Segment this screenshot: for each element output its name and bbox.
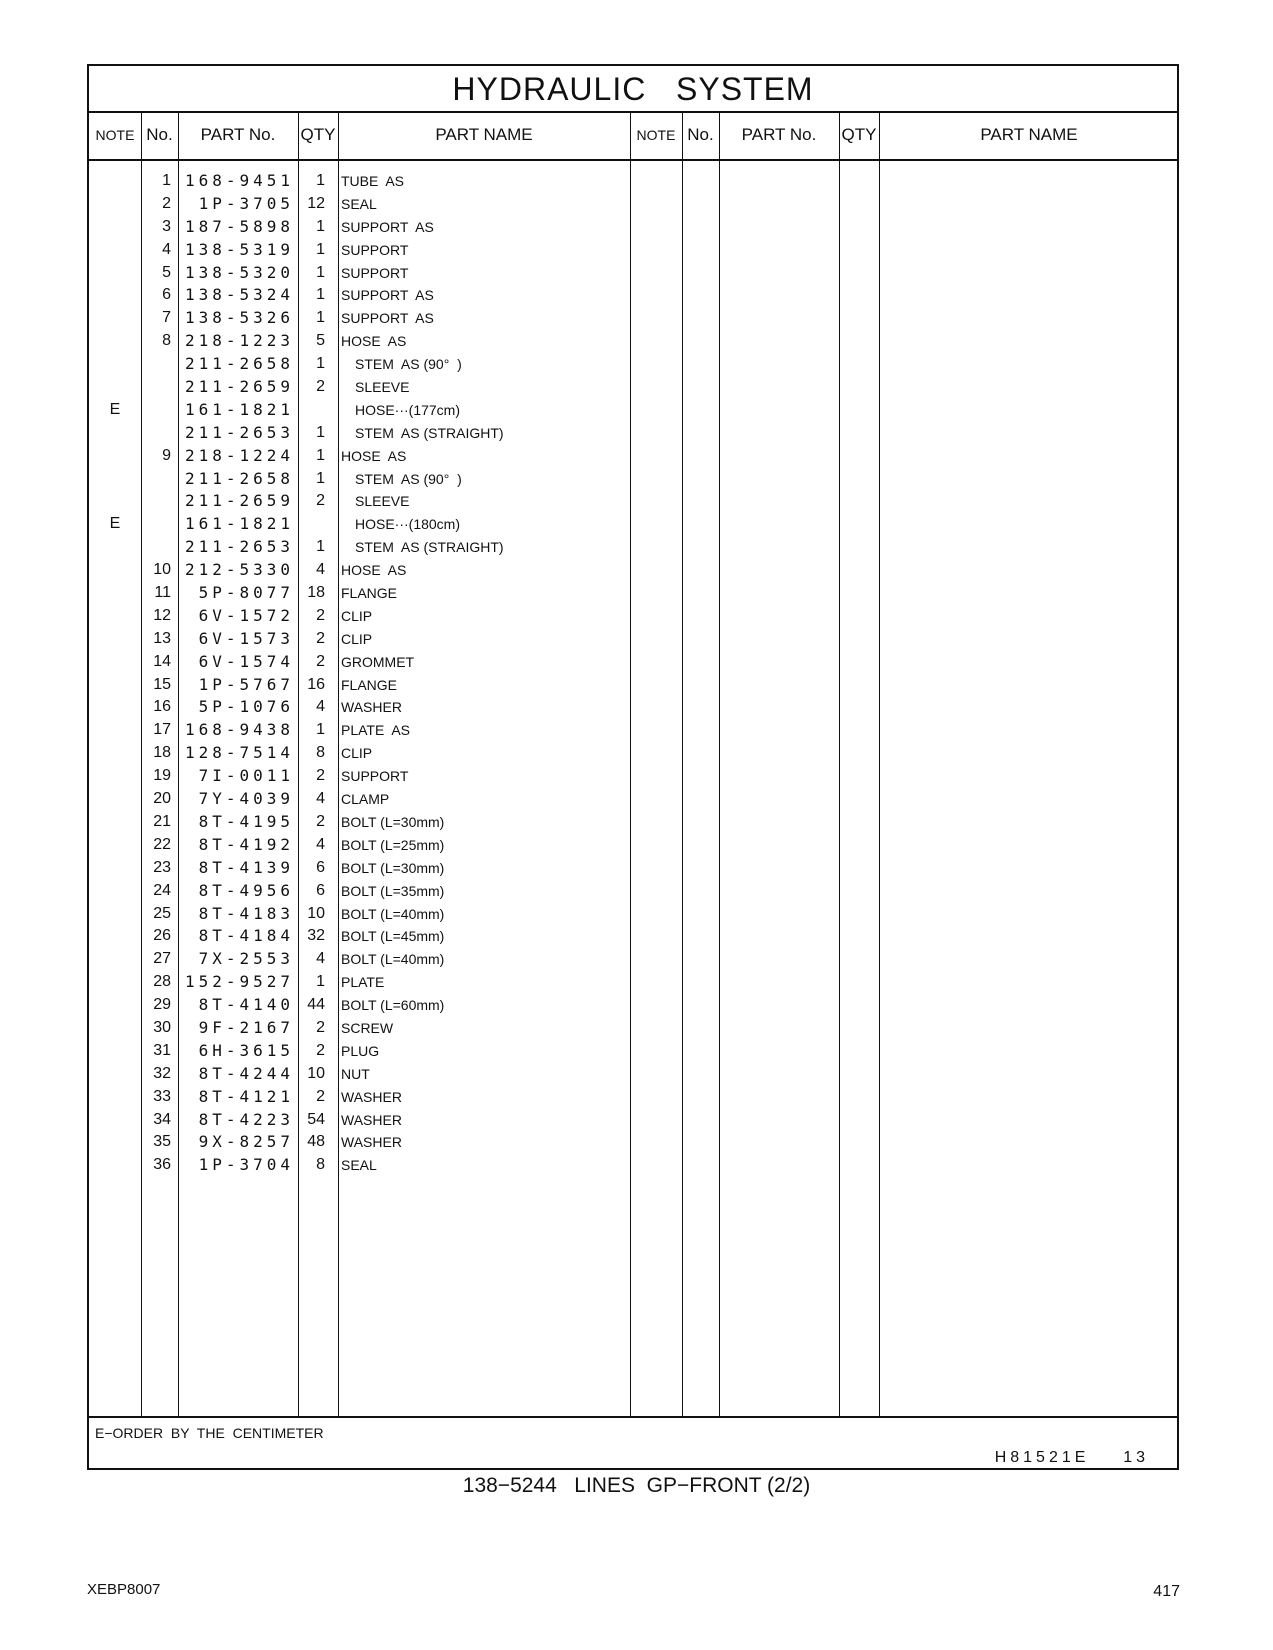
row-part-name: SUPPORT bbox=[341, 768, 409, 785]
row-part-number: 168-9438 bbox=[184, 720, 294, 740]
table-row bbox=[89, 559, 1181, 582]
table-row bbox=[89, 468, 1181, 491]
row-part-number: 9F-2167 bbox=[198, 1017, 294, 1037]
row-part-number: 7I-0011 bbox=[198, 766, 294, 786]
row-part-number: 7X-2553 bbox=[198, 949, 294, 969]
row-part-number: 218-1224 bbox=[184, 445, 294, 465]
row-part-name: SEAL bbox=[341, 1157, 377, 1174]
footer-note: E−ORDER BY THE CENTIMETER bbox=[95, 1425, 324, 1441]
row-part-name: HOSE···(177cm) bbox=[355, 401, 461, 418]
row-part-name: CLAMP bbox=[341, 791, 390, 808]
row-part-number: 8T-4195 bbox=[198, 811, 294, 831]
row-number: 34 bbox=[153, 1110, 171, 1128]
row-quantity: 2 bbox=[316, 606, 325, 624]
illustration-code: H81521E 13 bbox=[994, 1449, 1149, 1466]
row-quantity: 2 bbox=[316, 1018, 325, 1036]
row-quantity: 8 bbox=[316, 1156, 325, 1174]
row-quantity: 1 bbox=[316, 355, 325, 373]
row-note: E bbox=[109, 515, 121, 533]
row-quantity: 1 bbox=[316, 721, 325, 739]
row-quantity: 10 bbox=[307, 904, 325, 922]
row-part-number: 1P-3705 bbox=[198, 193, 294, 213]
row-number: 21 bbox=[153, 812, 171, 830]
page-title: HYDRAULIC SYSTEM bbox=[89, 66, 1177, 113]
row-quantity: 1 bbox=[316, 446, 325, 464]
row-part-number: 218-1223 bbox=[184, 331, 294, 351]
row-part-number: 211-2653 bbox=[184, 537, 294, 557]
table-row bbox=[89, 513, 1181, 536]
row-number: 25 bbox=[153, 904, 171, 922]
row-part-number: 5P-1076 bbox=[198, 697, 294, 717]
row-part-name: NUT bbox=[341, 1065, 370, 1082]
row-part-number: 138-5326 bbox=[184, 308, 294, 328]
row-part-number: 6V-1573 bbox=[198, 628, 294, 648]
row-part-name: BOLT (L=35mm) bbox=[341, 882, 445, 899]
row-part-name: BOLT (L=45mm) bbox=[341, 928, 445, 945]
table-row bbox=[89, 674, 1181, 697]
row-part-number: 8T-4183 bbox=[198, 903, 294, 923]
row-part-name: FLANGE bbox=[341, 585, 398, 602]
row-quantity: 2 bbox=[316, 652, 325, 670]
row-quantity: 44 bbox=[307, 996, 325, 1014]
row-part-number: 8T-4192 bbox=[198, 834, 294, 854]
row-part-name: BOLT (L=30mm) bbox=[341, 813, 445, 830]
table-row bbox=[89, 193, 1181, 216]
row-part-name: PLATE bbox=[341, 974, 385, 991]
row-number: 30 bbox=[153, 1018, 171, 1036]
row-part-number: 6V-1572 bbox=[198, 605, 294, 625]
row-part-name: SUPPORT AS bbox=[341, 287, 434, 304]
row-part-number: 161-1821 bbox=[184, 399, 294, 419]
row-part-number: 128-7514 bbox=[184, 743, 294, 763]
row-part-name: BOLT (L=40mm) bbox=[341, 951, 445, 968]
row-part-number: 168-9451 bbox=[184, 171, 294, 190]
row-number: 19 bbox=[153, 767, 171, 785]
row-number: 10 bbox=[153, 561, 171, 579]
table-row bbox=[89, 284, 1181, 307]
row-quantity: 2 bbox=[316, 1041, 325, 1059]
row-number: 8 bbox=[162, 332, 171, 350]
row-part-name: SUPPORT AS bbox=[341, 310, 434, 327]
row-number: 35 bbox=[153, 1133, 171, 1151]
table-row bbox=[89, 1131, 1181, 1154]
row-part-number: 211-2658 bbox=[184, 354, 294, 374]
row-quantity: 32 bbox=[307, 927, 325, 945]
row-quantity: 8 bbox=[316, 744, 325, 762]
row-part-number: 138-5319 bbox=[184, 239, 294, 259]
row-part-name: STEM AS (90° ) bbox=[355, 356, 462, 373]
table-row bbox=[89, 262, 1181, 285]
row-number: 17 bbox=[153, 721, 171, 739]
row-quantity: 1 bbox=[316, 240, 325, 258]
row-number: 13 bbox=[153, 629, 171, 647]
row-quantity: 1 bbox=[316, 973, 325, 991]
header-no-2: No. bbox=[687, 125, 714, 144]
table-row bbox=[89, 490, 1181, 513]
row-part-name: CLIP bbox=[341, 745, 373, 762]
row-part-number: 9X-8257 bbox=[198, 1132, 294, 1152]
row-part-name: TUBE AS bbox=[341, 173, 405, 189]
row-part-number: 138-5324 bbox=[184, 285, 294, 305]
row-number: 27 bbox=[153, 950, 171, 968]
document-id: XEBP8007 bbox=[87, 1581, 161, 1598]
table-row bbox=[89, 742, 1181, 765]
row-quantity: 1 bbox=[316, 286, 325, 304]
table-row bbox=[89, 880, 1181, 903]
header-part-no-2: PART No. bbox=[741, 125, 817, 144]
row-part-name: STEM AS (STRAIGHT) bbox=[355, 539, 504, 556]
row-number: 7 bbox=[162, 309, 171, 327]
row-part-number: 8T-4121 bbox=[198, 1086, 294, 1106]
table-row bbox=[89, 376, 1181, 399]
header-part-no: PART No. bbox=[200, 125, 276, 144]
row-number: 26 bbox=[153, 927, 171, 945]
table-row bbox=[89, 994, 1181, 1017]
row-part-number: 211-2659 bbox=[184, 491, 294, 511]
row-number: 22 bbox=[153, 835, 171, 853]
row-number: 3 bbox=[162, 217, 171, 235]
row-quantity: 2 bbox=[316, 492, 325, 510]
header-no: No. bbox=[146, 125, 173, 144]
row-number: 5 bbox=[162, 263, 171, 281]
table-row bbox=[89, 788, 1181, 811]
row-quantity: 1 bbox=[316, 263, 325, 281]
row-number: 1 bbox=[162, 172, 171, 189]
table-row bbox=[89, 1063, 1181, 1086]
row-part-number: 152-9527 bbox=[184, 972, 294, 992]
row-part-name: PLUG bbox=[341, 1042, 380, 1059]
table-row bbox=[89, 719, 1181, 742]
header-note: NOTE bbox=[95, 127, 135, 143]
row-quantity: 2 bbox=[316, 378, 325, 396]
row-part-number: 161-1821 bbox=[184, 514, 294, 534]
row-number: 11 bbox=[154, 584, 171, 602]
row-number: 23 bbox=[153, 858, 171, 876]
row-part-name: STEM AS (90° ) bbox=[355, 470, 462, 487]
row-quantity: 10 bbox=[307, 1064, 325, 1082]
row-quantity: 4 bbox=[316, 561, 325, 579]
table-row bbox=[89, 239, 1181, 262]
parts-table-frame bbox=[87, 64, 1179, 1470]
row-number: 31 bbox=[153, 1041, 171, 1059]
table-row bbox=[89, 1017, 1181, 1040]
row-part-name: PLATE AS bbox=[341, 722, 410, 739]
row-quantity: 18 bbox=[307, 584, 325, 602]
row-part-name: SLEEVE bbox=[355, 379, 410, 396]
header-qty: QTY bbox=[300, 125, 336, 144]
table-row bbox=[89, 1109, 1181, 1132]
row-quantity: 2 bbox=[316, 767, 325, 785]
row-part-name: BOLT (L=40mm) bbox=[341, 905, 445, 922]
table-row bbox=[89, 651, 1181, 674]
header-qty-2: QTY bbox=[841, 125, 877, 144]
row-part-name: SEAL bbox=[341, 195, 377, 212]
row-part-number: 7Y-4039 bbox=[198, 789, 294, 809]
row-number: 36 bbox=[153, 1156, 171, 1174]
table-row bbox=[89, 765, 1181, 788]
row-number: 14 bbox=[153, 652, 171, 670]
table-row bbox=[89, 948, 1181, 971]
row-quantity: 12 bbox=[307, 194, 325, 212]
row-part-name: SUPPORT AS bbox=[341, 218, 434, 235]
row-number: 16 bbox=[153, 698, 171, 716]
row-quantity: 54 bbox=[307, 1110, 325, 1128]
row-part-number: 8T-4184 bbox=[198, 926, 294, 946]
row-part-number: 8T-4244 bbox=[198, 1063, 294, 1083]
row-quantity: 4 bbox=[316, 790, 325, 808]
row-quantity: 2 bbox=[316, 1087, 325, 1105]
table-row bbox=[89, 445, 1181, 468]
header-part-name: PART NAME bbox=[435, 125, 533, 144]
row-part-name: WASHER bbox=[341, 1134, 402, 1151]
table-row bbox=[89, 696, 1181, 719]
row-number: 28 bbox=[153, 973, 171, 991]
row-quantity: 2 bbox=[316, 629, 325, 647]
row-part-number: 211-2658 bbox=[184, 468, 294, 488]
row-quantity: 1 bbox=[316, 469, 325, 487]
row-part-number: 1P-5767 bbox=[198, 674, 294, 694]
table-row bbox=[89, 1154, 1181, 1177]
row-part-name: HOSE AS bbox=[341, 333, 407, 350]
table-row bbox=[89, 903, 1181, 926]
row-number: 6 bbox=[162, 286, 171, 304]
row-number: 20 bbox=[153, 790, 171, 808]
table-row bbox=[89, 971, 1181, 994]
row-quantity: 1 bbox=[316, 538, 325, 556]
row-number: 12 bbox=[153, 606, 171, 624]
row-part-name: STEM AS (STRAIGHT) bbox=[355, 424, 504, 441]
row-number: 24 bbox=[153, 881, 171, 899]
row-number: 29 bbox=[153, 996, 171, 1014]
row-number: 9 bbox=[162, 446, 171, 464]
table-row bbox=[89, 1040, 1181, 1063]
row-part-name: BOLT (L=25mm) bbox=[341, 836, 445, 853]
row-part-number: 8T-4956 bbox=[198, 880, 294, 900]
row-quantity: 1 bbox=[316, 423, 325, 441]
table-row bbox=[89, 925, 1181, 948]
table-row bbox=[89, 605, 1181, 628]
row-quantity: 2 bbox=[316, 812, 325, 830]
row-part-number: 212-5330 bbox=[184, 560, 294, 580]
row-part-name: BOLT (L=60mm) bbox=[341, 997, 445, 1014]
row-part-name: WASHER bbox=[341, 1088, 402, 1105]
row-part-number: 211-2653 bbox=[184, 422, 294, 442]
row-part-number: 6H-3615 bbox=[198, 1040, 294, 1060]
parts-list bbox=[89, 170, 1181, 1177]
row-part-number: 6V-1574 bbox=[198, 651, 294, 671]
row-part-number: 187-5898 bbox=[184, 216, 294, 236]
table-row bbox=[89, 399, 1181, 422]
page-number: 417 bbox=[1153, 1583, 1180, 1600]
row-quantity: 6 bbox=[316, 858, 325, 876]
header-note-2: NOTE bbox=[636, 127, 676, 143]
row-part-name: CLIP bbox=[341, 607, 373, 624]
row-part-name: WASHER bbox=[341, 699, 402, 716]
row-quantity: 1 bbox=[316, 309, 325, 327]
row-number: 33 bbox=[153, 1087, 171, 1105]
row-part-name: SCREW bbox=[341, 1019, 394, 1036]
row-part-number: 138-5320 bbox=[184, 262, 294, 282]
table-row bbox=[89, 330, 1181, 353]
row-part-number: 8T-4223 bbox=[198, 1109, 294, 1129]
row-quantity: 6 bbox=[316, 881, 325, 899]
row-number: 15 bbox=[153, 675, 171, 693]
table-row bbox=[89, 811, 1181, 834]
table-row bbox=[89, 536, 1181, 559]
row-quantity: 1 bbox=[316, 172, 325, 189]
table-row bbox=[89, 857, 1181, 880]
row-quantity: 5 bbox=[316, 332, 325, 350]
footer-divider bbox=[89, 1416, 1177, 1418]
table-row bbox=[89, 628, 1181, 651]
row-part-name: WASHER bbox=[341, 1111, 402, 1128]
row-part-name: HOSE AS bbox=[341, 447, 407, 464]
table-row bbox=[89, 170, 1181, 193]
table-row bbox=[89, 1086, 1181, 1109]
row-quantity: 1 bbox=[316, 217, 325, 235]
row-part-name: BOLT (L=30mm) bbox=[341, 859, 445, 876]
group-subtitle: 138−5244 LINES GP−FRONT (2/2) bbox=[462, 1474, 811, 1497]
row-note: E bbox=[109, 400, 121, 418]
row-part-name: CLIP bbox=[341, 630, 373, 647]
row-number: 4 bbox=[162, 240, 171, 258]
row-part-name: GROMMET bbox=[341, 653, 415, 670]
row-part-number: 211-2659 bbox=[184, 377, 294, 397]
row-number: 2 bbox=[162, 194, 171, 212]
row-quantity: 48 bbox=[307, 1133, 325, 1151]
row-part-name: SLEEVE bbox=[355, 493, 410, 510]
table-row bbox=[89, 422, 1181, 445]
row-part-number: 5P-8077 bbox=[198, 583, 294, 603]
row-quantity: 4 bbox=[316, 835, 325, 853]
row-part-name: HOSE···(180cm) bbox=[355, 516, 461, 533]
table-row bbox=[89, 834, 1181, 857]
row-part-number: 1P-3704 bbox=[198, 1155, 294, 1175]
table-header bbox=[89, 111, 1177, 161]
table-row bbox=[89, 582, 1181, 605]
row-part-name: HOSE AS bbox=[341, 562, 407, 579]
table-row bbox=[89, 307, 1181, 330]
row-quantity: 4 bbox=[316, 698, 325, 716]
row-part-number: 8T-4140 bbox=[198, 995, 294, 1015]
row-quantity: 4 bbox=[316, 950, 325, 968]
table-row bbox=[89, 216, 1181, 239]
header-part-name-2: PART NAME bbox=[980, 125, 1078, 144]
row-number: 18 bbox=[153, 744, 171, 762]
row-part-name: SUPPORT bbox=[341, 241, 409, 258]
row-part-name: FLANGE bbox=[341, 676, 398, 693]
table-row bbox=[89, 353, 1181, 376]
row-number: 32 bbox=[153, 1064, 171, 1082]
row-quantity: 16 bbox=[307, 675, 325, 693]
row-part-number: 8T-4139 bbox=[198, 857, 294, 877]
row-part-name: SUPPORT bbox=[341, 264, 409, 281]
